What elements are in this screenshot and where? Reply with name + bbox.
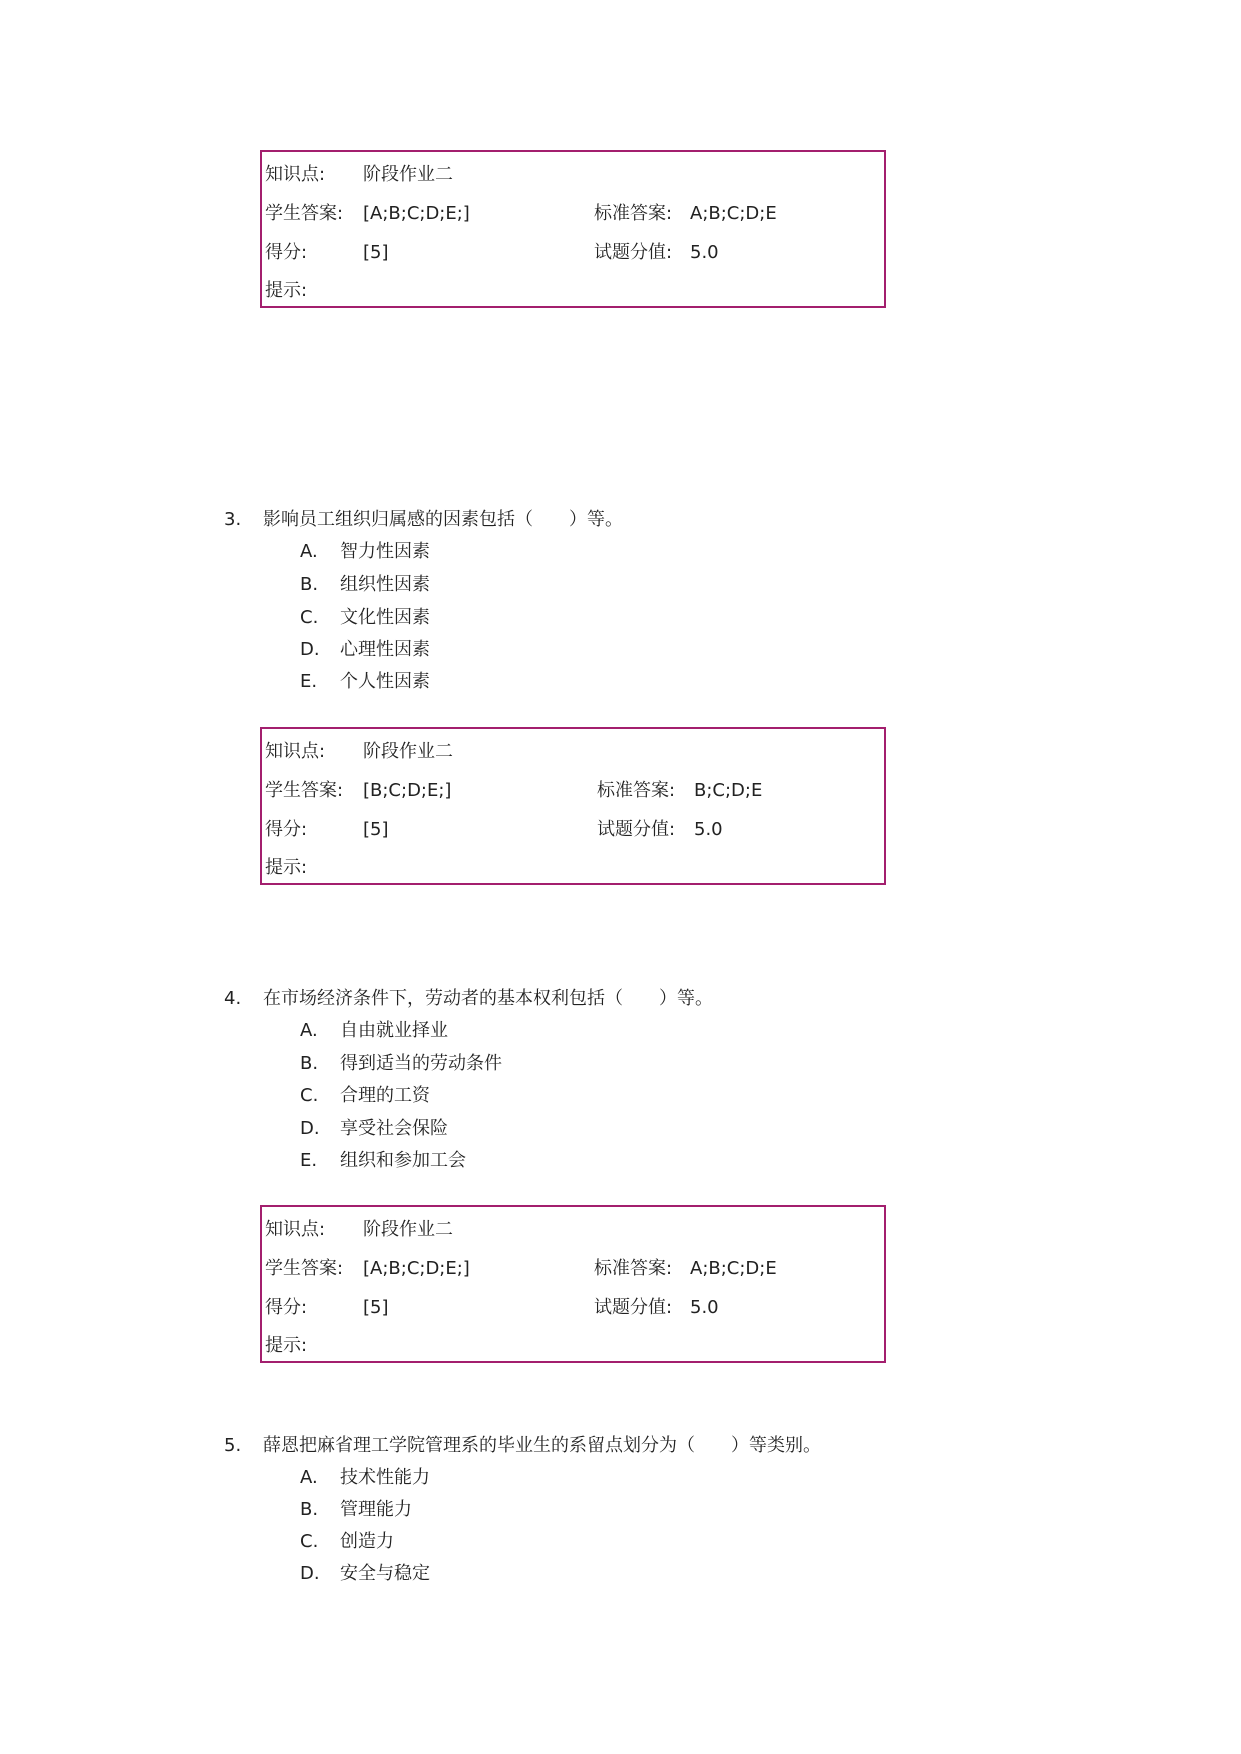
student-answer-value: [A;B;C;D;E;] — [363, 203, 470, 224]
answer-info-box — [260, 150, 886, 308]
option-letter: B. — [300, 574, 319, 595]
option-b — [300, 1052, 502, 1076]
item-score-label: 试题分值: — [594, 1297, 673, 1318]
student-answer-value: [A;B;C;D;E;] — [363, 1258, 470, 1279]
knowledge-point-label: 知识点: — [265, 741, 326, 762]
option-letter: B. — [300, 1499, 319, 1520]
standard-answer-label: 标准答案: — [594, 1258, 673, 1279]
option-d — [300, 1117, 448, 1141]
option-text: 自由就业择业 — [340, 1020, 448, 1041]
question-number: 3. — [224, 509, 242, 530]
score-label: 得分: — [265, 242, 308, 263]
option-letter: D. — [300, 1563, 320, 1584]
knowledge-point-label: 知识点: — [265, 164, 326, 185]
option-letter: C. — [300, 1531, 319, 1552]
question-text: 影响员工组织归属感的因素包括（ ）等。 — [263, 509, 623, 530]
option-letter: A. — [300, 1467, 318, 1488]
score-label: 得分: — [265, 819, 308, 840]
option-text: 得到适当的劳动条件 — [340, 1053, 502, 1074]
standard-answer-value: A;B;C;D;E — [690, 1258, 777, 1279]
option-b — [300, 573, 430, 597]
option-a — [300, 540, 430, 564]
option-letter: C. — [300, 607, 319, 628]
option-letter: A. — [300, 541, 318, 562]
item-score-label: 试题分值: — [594, 242, 673, 263]
standard-answer-label: 标准答案: — [597, 780, 676, 801]
option-a — [300, 1466, 430, 1490]
option-letter: B. — [300, 1053, 319, 1074]
question-text: 薛恩把麻省理工学院管理系的毕业生的系留点划分为（ ）等类别。 — [263, 1435, 821, 1456]
option-text: 文化性因素 — [340, 607, 430, 628]
score-value: [5] — [363, 242, 389, 263]
option-text: 管理能力 — [340, 1499, 412, 1520]
item-score-value: 5.0 — [690, 242, 719, 263]
option-text: 智力性因素 — [340, 541, 430, 562]
option-text: 创造力 — [340, 1531, 394, 1552]
item-score-label: 试题分值: — [597, 819, 676, 840]
option-letter: E. — [300, 1150, 318, 1171]
option-e — [300, 670, 430, 694]
student-answer-label: 学生答案: — [265, 1258, 344, 1279]
question-text: 在市场经济条件下，劳动者的基本权利包括（ ）等。 — [263, 988, 713, 1009]
option-b — [300, 1498, 412, 1522]
answer-info-box — [260, 1205, 886, 1363]
option-c — [300, 1530, 394, 1554]
option-letter: A. — [300, 1020, 318, 1041]
standard-answer-value: B;C;D;E — [694, 780, 763, 801]
hint-label: 提示: — [265, 1335, 308, 1356]
knowledge-point-value: 阶段作业二 — [363, 164, 453, 185]
option-text: 享受社会保险 — [340, 1118, 448, 1139]
option-c — [300, 606, 430, 630]
hint-label: 提示: — [265, 280, 308, 301]
option-d — [300, 638, 430, 662]
knowledge-point-label: 知识点: — [265, 1219, 326, 1240]
option-d — [300, 1562, 430, 1586]
answer-info-box — [260, 727, 886, 885]
standard-answer-value: A;B;C;D;E — [690, 203, 777, 224]
student-answer-label: 学生答案: — [265, 780, 344, 801]
item-score-value: 5.0 — [690, 1297, 719, 1318]
option-c — [300, 1084, 430, 1108]
knowledge-point-value: 阶段作业二 — [363, 1219, 453, 1240]
item-score-value: 5.0 — [694, 819, 723, 840]
knowledge-point-value: 阶段作业二 — [363, 741, 453, 762]
score-value: [5] — [363, 1297, 389, 1318]
option-letter: D. — [300, 1118, 320, 1139]
option-text: 心理性因素 — [340, 639, 430, 660]
standard-answer-label: 标准答案: — [594, 203, 673, 224]
option-text: 合理的工资 — [340, 1085, 430, 1106]
option-letter: D. — [300, 639, 320, 660]
student-answer-value: [B;C;D;E;] — [363, 780, 452, 801]
option-text: 组织和参加工会 — [340, 1150, 466, 1171]
option-text: 安全与稳定 — [340, 1563, 430, 1584]
option-letter: C. — [300, 1085, 319, 1106]
option-a — [300, 1019, 448, 1043]
question-number: 4. — [224, 988, 242, 1009]
option-text: 个人性因素 — [340, 671, 430, 692]
option-letter: E. — [300, 671, 318, 692]
question-number: 5. — [224, 1435, 242, 1456]
student-answer-label: 学生答案: — [265, 203, 344, 224]
hint-label: 提示: — [265, 857, 308, 878]
option-text: 组织性因素 — [340, 574, 430, 595]
score-value: [5] — [363, 819, 389, 840]
option-text: 技术性能力 — [340, 1467, 430, 1488]
score-label: 得分: — [265, 1297, 308, 1318]
option-e — [300, 1149, 466, 1173]
